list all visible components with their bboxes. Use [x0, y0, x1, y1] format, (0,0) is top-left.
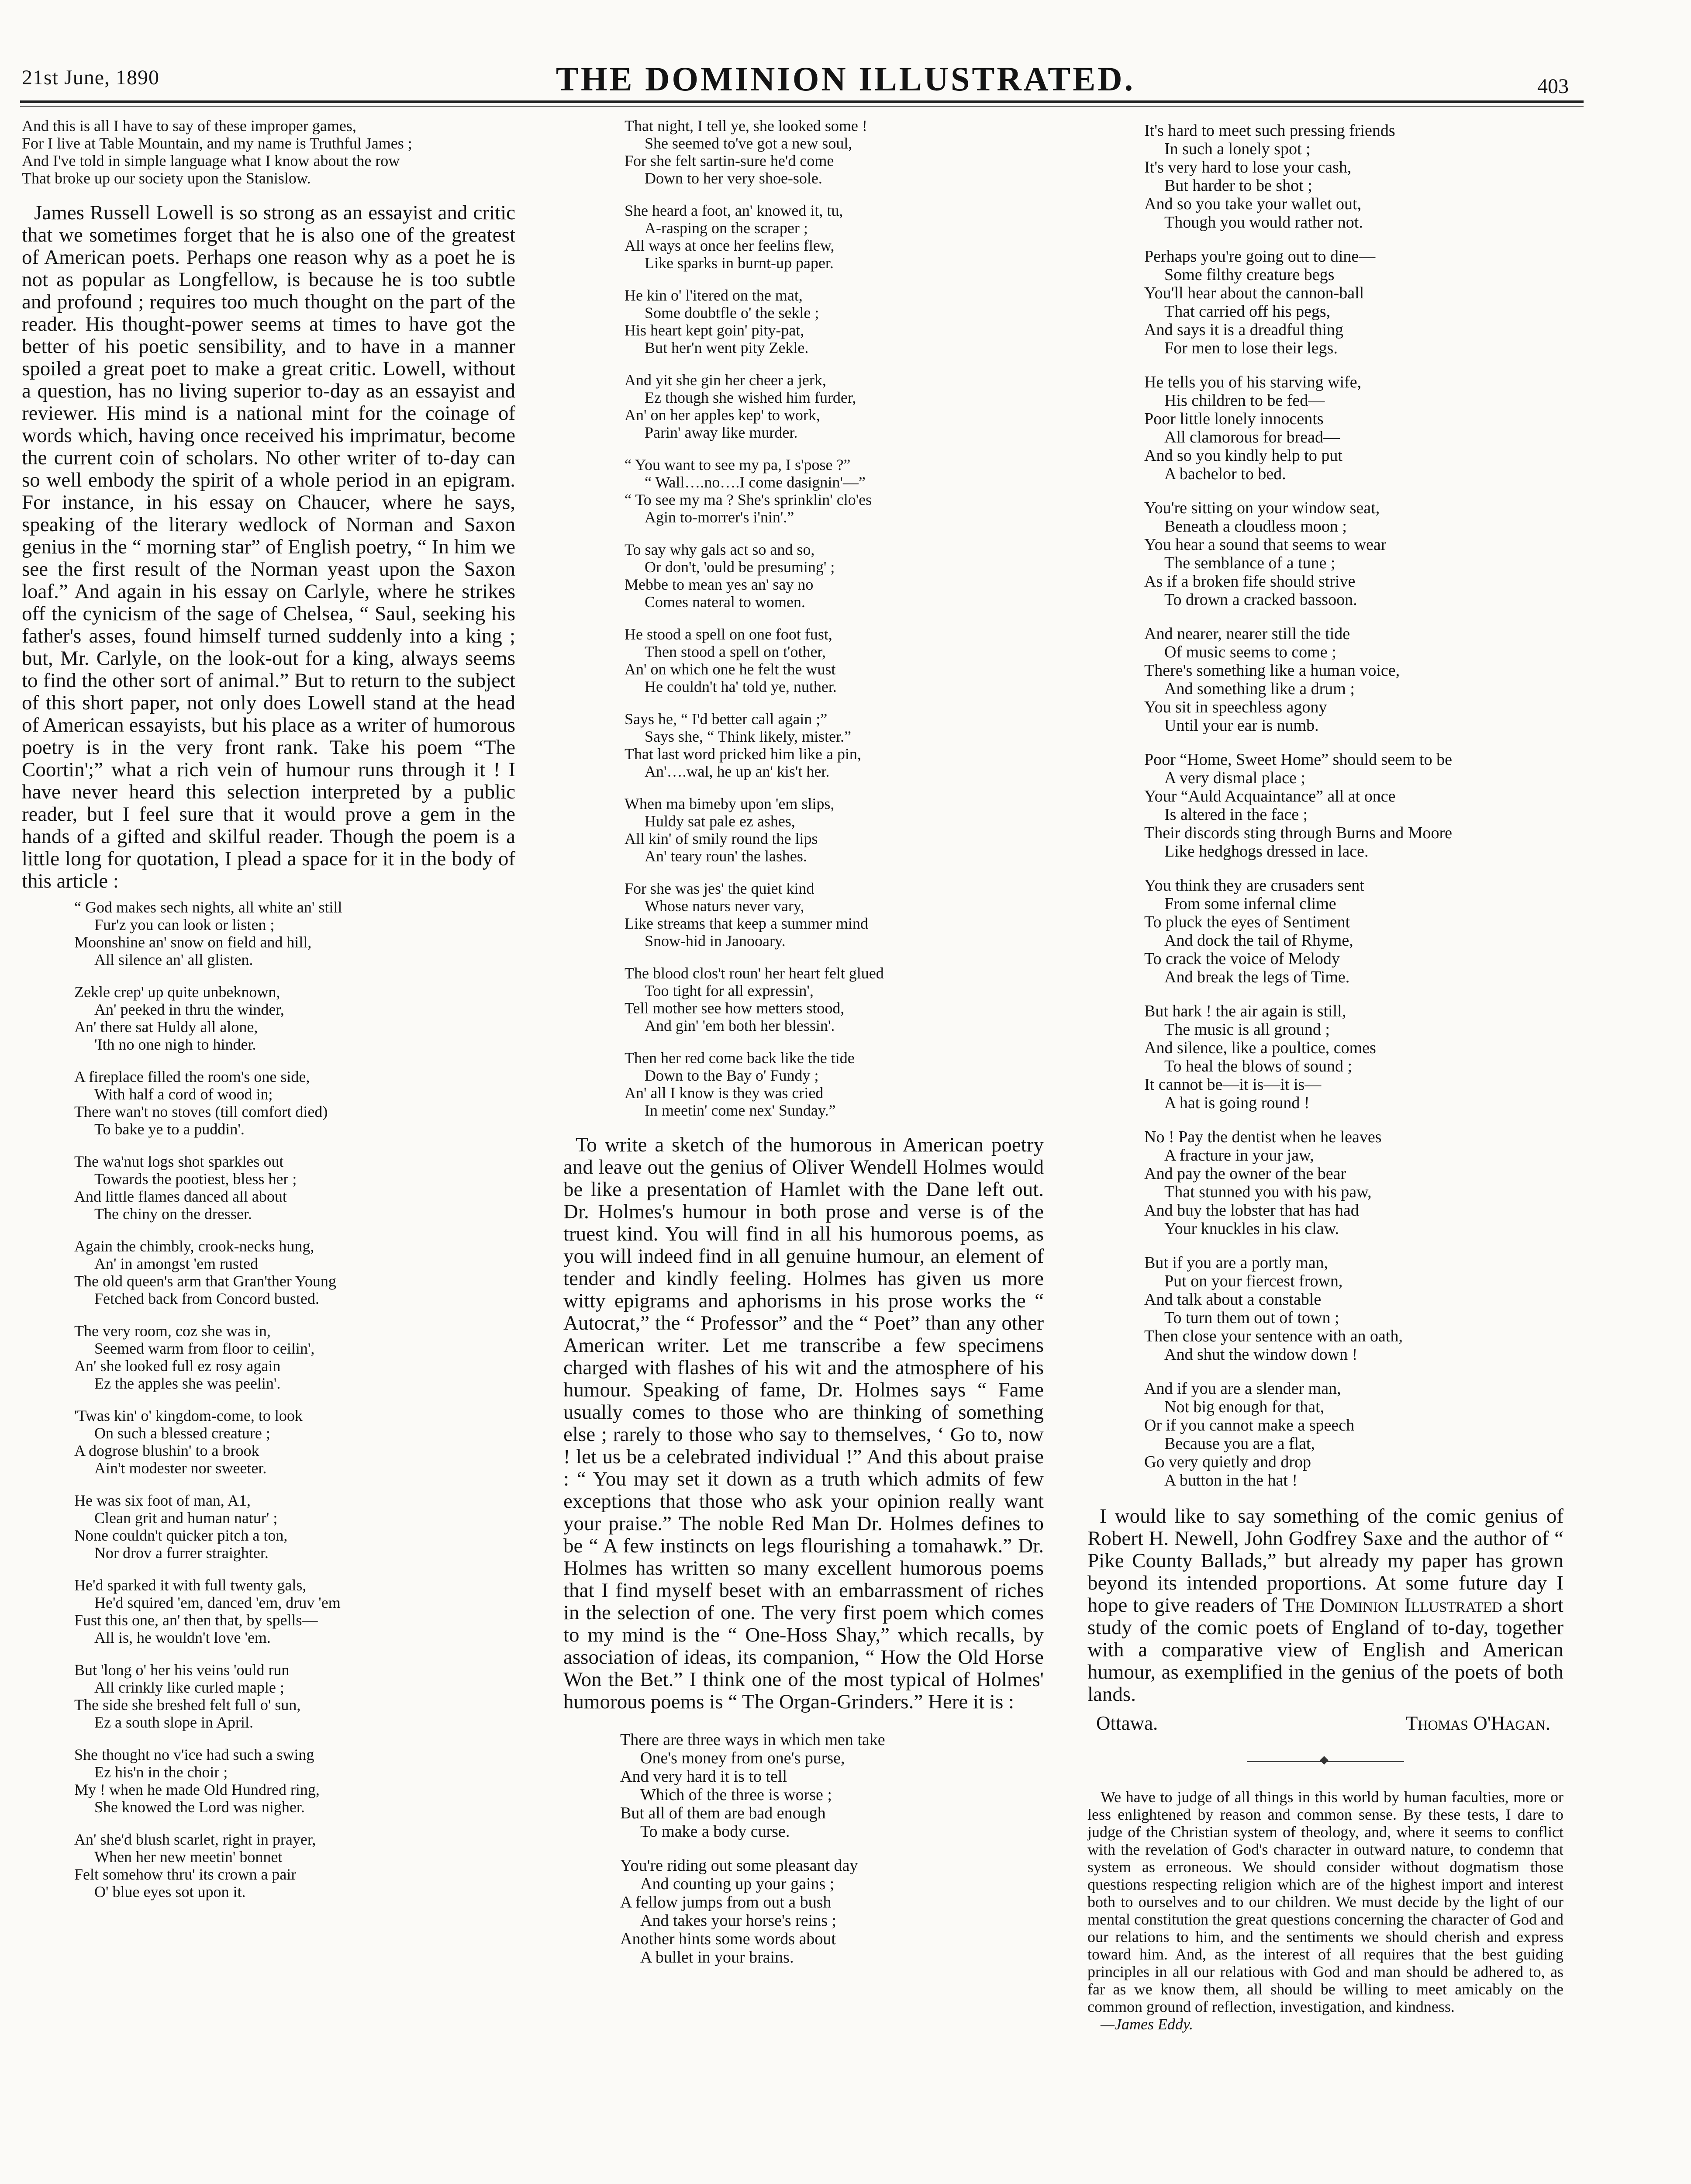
poem-line: Beneath a cloudless moon ; — [1164, 517, 1347, 536]
poem-line: There are three ways in which men take — [620, 1731, 885, 1749]
masthead-title: THE DOMINION ILLUSTRATED. — [556, 60, 1135, 98]
poem-line: “ Wall….no….I come dasignin'—” — [645, 473, 866, 491]
poem-line: All ways at once her feelins flew, — [625, 237, 835, 254]
stanza — [1144, 1002, 1563, 1112]
poem-line: An' teary roun' the lashes. — [645, 847, 807, 865]
poem-line: But all of them are bad enough — [620, 1804, 826, 1822]
poem-line: And so you take your wallet out, — [1144, 195, 1362, 213]
poem-line: It cannot be—it is—it is— — [1144, 1075, 1322, 1094]
poem-line: All clamorous for bread— — [1164, 428, 1340, 446]
poem-line: Parin' away like murder. — [645, 424, 798, 441]
stanza — [625, 625, 1044, 695]
poem-line: The chiny on the dresser. — [94, 1205, 252, 1223]
poem-line: That night, I tell ye, she looked some ! — [625, 117, 867, 135]
poem-line: An' there sat Huldy all alone, — [74, 1018, 258, 1036]
poem-line: But harder to be shot ; — [1164, 176, 1312, 195]
stanza — [1144, 750, 1563, 860]
poem-line: The wa'nut logs shot sparkles out — [74, 1153, 284, 1170]
poem-line: “ God makes sech nights, all white an' still — [74, 898, 342, 916]
poem-line: Fur'z you can look or listen ; — [94, 916, 275, 933]
stanza — [74, 983, 515, 1053]
poem-line: And if you are a slender man, — [1144, 1379, 1341, 1398]
poem-line: To heal the blows of sound ; — [1164, 1057, 1353, 1075]
poem-line: He kin o' l'itered on the mat, — [625, 287, 803, 304]
poem-line: My ! when he made Old Hundred ring, — [74, 1781, 320, 1798]
poem-line: To bake ye to a puddin'. — [94, 1120, 245, 1138]
page-number: 403 — [1537, 75, 1569, 98]
poem-line: A bachelor to bed. — [1164, 465, 1286, 483]
poem-line: All silence an' all glisten. — [94, 951, 253, 968]
poem-line: 'Ith no one nigh to hinder. — [94, 1036, 256, 1053]
poem-line: Comes nateral to women. — [645, 593, 805, 611]
closing-paragraph: I would like to say something of the comic genius of Robert H. Newell, John Godfrey Saxe and the author of “ Pike County Ballads,” but already my paper has grown beyond its intended proportions. At some future day I hope to give readers of The Dominion Illustrated a short study of the comic poets of England of to-day, together with a comparative view of English and American humour, as exemplified in the genius of the poets of both lands. — [1087, 1505, 1563, 1706]
poem-line: The music is all ground ; — [1164, 1020, 1330, 1039]
poem-line: Is altered in the face ; — [1164, 805, 1308, 824]
poem-line: She seemed to've got a new soul, — [645, 135, 852, 152]
stanza — [74, 1407, 515, 1477]
stanza — [1144, 1379, 1563, 1489]
poem-line: “ You want to see my pa, I s'pose ?” — [625, 456, 851, 473]
poem-line: Clean grit and human natur' ; — [94, 1509, 278, 1527]
poem-line: And shut the window down ! — [1164, 1345, 1358, 1364]
poem-line: He was six foot of man, A1, — [74, 1492, 251, 1509]
poem-line: All crinkly like curled maple ; — [94, 1679, 284, 1696]
poem-line: For men to lose their legs. — [1164, 339, 1338, 357]
poem-line: But if you are a portly man, — [1144, 1254, 1329, 1272]
poem-line: Go very quietly and drop — [1144, 1453, 1311, 1471]
poem-line: She heard a foot, an' knowed it, tu, — [625, 202, 843, 219]
poem-line: Some doubtfle o' the sekle ; — [645, 304, 819, 321]
stanza — [74, 1153, 515, 1223]
poem-line: Ez his'n in the choir ; — [94, 1763, 228, 1781]
poem-line: In such a lonely spot ; — [1164, 140, 1311, 158]
poem-line: An' she looked full ez rosy again — [74, 1357, 281, 1375]
stanza — [1144, 121, 1563, 232]
poem-line: To crack the voice of Melody — [1144, 950, 1340, 968]
poem-line: A fellow jumps from out a bush — [620, 1893, 832, 1911]
poem-line: With half a cord of wood in; — [94, 1085, 273, 1103]
poem-line: There's something like a human voice, — [1144, 661, 1400, 680]
poem-line: You're sitting on your window seat, — [1144, 499, 1380, 517]
poem-line: He couldn't ha' told ye, nuther. — [645, 678, 837, 695]
signature — [1087, 1712, 1563, 1735]
poem-line: Ez the apples she was peelin'. — [94, 1375, 281, 1392]
poem-line: Moonshine an' snow on field and hill, — [74, 933, 312, 951]
poem-line: An' on which one he felt the wust — [625, 660, 836, 678]
poem-line: Until your ear is numb. — [1164, 716, 1319, 735]
poem-line: Then close your sentence with an oath, — [1144, 1327, 1403, 1345]
poem-line: Felt somehow thru' its crown a pair — [74, 1866, 297, 1883]
poem-line: He tells you of his starving wife, — [1144, 373, 1362, 391]
poem-line: To turn them out of town ; — [1164, 1309, 1339, 1327]
poem-line: Whose naturs never vary, — [645, 897, 804, 915]
poem-line: Or if you cannot make a speech — [1144, 1416, 1355, 1434]
poem-line: One's money from one's purse, — [640, 1749, 845, 1767]
poem-line: He'd sparked it with full twenty gals, — [74, 1576, 307, 1594]
poem-line: That stunned you with his paw, — [1164, 1183, 1372, 1201]
poem-line: And says it is a dreadful thing — [1144, 321, 1343, 339]
poem-line: Huldy sat pale ez ashes, — [645, 812, 795, 830]
poem-line: You're riding out some pleasant day — [620, 1856, 858, 1875]
stanza — [625, 541, 1044, 611]
poem-line: 'Twas kin' o' kingdom-come, to look — [74, 1407, 303, 1424]
poem-line: A-rasping on the scraper ; — [645, 219, 808, 237]
stanza — [74, 1492, 515, 1562]
poem-line: The very room, coz she was in, — [74, 1322, 271, 1340]
poem-line: Though you would rather not. — [1164, 213, 1363, 232]
poem-line: Like sparks in burnt-up paper. — [645, 254, 834, 272]
poem-line: But hark ! the air again is still, — [1144, 1002, 1346, 1020]
poem-line: Ez though she wished him furder, — [645, 389, 856, 406]
stanza — [620, 1731, 1044, 1841]
stanza — [625, 371, 1044, 441]
poem-line: A bullet in your brains. — [640, 1948, 794, 1966]
poem-line: And little flames danced all about — [74, 1188, 287, 1205]
stanza — [1144, 1128, 1563, 1238]
poem-line: Again the chimbly, crook-necks hung, — [74, 1237, 314, 1255]
poem-line: Your knuckles in his claw. — [1164, 1220, 1339, 1238]
poem-line: But her'n went pity Zekle. — [645, 339, 809, 356]
stanza — [74, 1237, 515, 1307]
poem-line: Fust this one, an' then that, by spells— — [74, 1611, 318, 1629]
poem-line: The blood clos't roun' her heart felt glued — [625, 964, 884, 982]
poem-line: And very hard it is to tell — [620, 1767, 787, 1786]
poem-line: When her new meetin' bonnet — [94, 1848, 283, 1866]
poem-line: Not big enough for that, — [1164, 1398, 1325, 1416]
poem-line: A hat is going round ! — [1164, 1094, 1310, 1112]
section-divider — [1247, 1761, 1404, 1762]
verse-line: And this is all I have to say of these improper games, — [22, 117, 356, 135]
poem-line: His children to be fed— — [1164, 391, 1325, 410]
poem-line: And counting up your gains ; — [640, 1875, 835, 1893]
poem-line: An'….wal, he up an' kis't her. — [645, 763, 830, 780]
column-2 — [563, 117, 1044, 1982]
stanza — [625, 117, 1044, 187]
poem-line: Your “Auld Acquaintance” all at once — [1144, 787, 1396, 805]
poem-line: The side she breshed felt full o' sun, — [74, 1696, 301, 1714]
poem-line: You hear a sound that seems to wear — [1144, 536, 1387, 554]
poem-line: Their discords sting through Burns and Moore — [1144, 824, 1453, 842]
poem-line: A very dismal place ; — [1164, 769, 1305, 787]
poem-line: The semblance of a tune ; — [1164, 554, 1336, 572]
poem-line: And dock the tail of Rhyme, — [1164, 931, 1353, 950]
coortin-poem-continued — [563, 117, 1044, 1119]
poem-line: Like hedghogs dressed in lace. — [1164, 842, 1369, 860]
poem-line: When ma bimeby upon 'em slips, — [625, 795, 835, 812]
poem-line: “ To see my ma ? She's sprinklin' clo'es — [625, 491, 872, 508]
poem-line: Because you are a flat, — [1164, 1434, 1315, 1453]
poem-line: Poor little lonely innocents — [1144, 410, 1324, 428]
poem-line: Poor “Home, Sweet Home” should seem to be — [1144, 750, 1452, 769]
stanza — [620, 1856, 1044, 1966]
poem-line: And yit she gin her cheer a jerk, — [625, 371, 826, 389]
poem-line: She thought no v'ice had such a swing — [74, 1746, 314, 1763]
poem-line: For she was jes' the quiet kind — [625, 880, 814, 897]
poem-line: It's very hard to lose your cash, — [1144, 158, 1352, 176]
verse-line: And I've told in simple language what I know about the row — [22, 152, 400, 169]
stanza — [625, 710, 1044, 780]
poem-line: Put on your fiercest frown, — [1164, 1272, 1343, 1290]
stanza — [1144, 876, 1563, 986]
stanza — [74, 1576, 515, 1646]
stanza — [625, 456, 1044, 526]
stanza — [74, 1068, 515, 1138]
header-rule — [20, 100, 1584, 107]
column-1 — [22, 117, 515, 1915]
poem-line: An' on her apples kep' to work, — [625, 406, 820, 424]
lowell-paragraph: James Russell Lowell is so strong as an essayist and critic that we sometimes forget that he is also one of the greatest of American poets. Perhaps one reason why as a poet he is not as popular as Longfellow, is because he is too subtle and profound ; requires too much thought on the part of the reader. His thought-power seems at times to have got the better of his poetic sensibility, and to have in a manner spoiled a great poet to make a great critic. Lowell, without a question, has no living superior to-day as an essayist and reviewer. His mind is a national mint for the coinage of words which, having once received his imprimatur, become the current coin of scholars. No other writer of to-day can so well embody the spirit of a whole period in an epigram. For instance, in his essay on Chaucer, where he says, speaking of the literary wedlock of Norman and Saxon genius in the “ morning star” of English poetry, “ In him we see the first result of the Norman yeast upon the Saxon loaf.” And again in his essay on Carlyle, where he strikes off the cynicism of the sage of Chelsea, “ Saul, seeking his father's asses, found himself turned suddenly into a king ; but, Mr. Carlyle, on the look-out for a king, always seems to find the other sort of animal.” But to return to the subject of this short paper, not only does Lowell stand at the head of American essayists, but his place as a writer of humorous poetry is in the very front rank. Take his poem “The Coortin';” what a rich vein of humour runs through it ! I have never heard this selection interpreted by a public reader, but I feel sure that it would prove a gem in the hands of a gifted and skilful reader. Though the poem is a little long for quotation, I plead a space for it in the body of this article : — [22, 201, 515, 892]
issue-date: 21st June, 1890 — [22, 66, 159, 89]
stanza — [625, 795, 1044, 865]
poem-line: From some infernal clime — [1164, 895, 1336, 913]
poem-line: Like streams that keep a summer mind — [625, 915, 868, 932]
poem-line: He'd squired 'em, danced 'em, druv 'em — [94, 1594, 341, 1611]
poem-line: And nearer, nearer still the tide — [1144, 625, 1350, 643]
poem-line: Tell mother see how metters stood, — [625, 999, 845, 1017]
poem-line: O' blue eyes sot upon it. — [94, 1883, 246, 1901]
poem-line: An' in amongst 'em rusted — [94, 1255, 258, 1272]
poem-line: And buy the lobster that has had — [1144, 1201, 1359, 1220]
coortin-poem — [22, 898, 515, 1901]
poem-line: A fracture in your jaw, — [1164, 1146, 1314, 1165]
verse-line: For I live at Table Mountain, and my name is Truthful James ; — [22, 135, 412, 152]
stanza — [1144, 499, 1563, 609]
poem-line: As if a broken fife should strive — [1144, 572, 1356, 591]
poem-line: And takes your horse's reins ; — [640, 1911, 837, 1930]
poem-line: That last word pricked him like a pin, — [625, 745, 861, 763]
poem-line: Perhaps you're going out to dine— — [1144, 247, 1376, 266]
poem-line: She knowed the Lord was nigher. — [94, 1798, 305, 1816]
poem-line: That carried off his pegs, — [1164, 302, 1331, 321]
poem-line: Another hints some words about — [620, 1930, 836, 1948]
stanza — [74, 1661, 515, 1731]
poem-line: Some filthy creature begs — [1164, 266, 1335, 284]
poem-line: An' peeked in thru the winder, — [94, 1001, 284, 1018]
poem-line: Nor drov a furrer straighter. — [94, 1544, 269, 1562]
page-header — [0, 0, 1691, 122]
signature-author: Thomas O'Hagan. — [1405, 1712, 1550, 1734]
poem-line: His heart kept goin' pity-pat, — [625, 321, 804, 339]
poem-line: Or don't, 'ould be presuming' ; — [645, 558, 835, 576]
stanza — [625, 202, 1044, 272]
poem-line: Fetched back from Concord busted. — [94, 1290, 319, 1307]
organ-grinders-poem — [563, 1719, 1044, 1966]
poem-line: You sit in speechless agony — [1144, 698, 1327, 716]
stanza — [74, 898, 515, 968]
poem-line: Which of the three is worse ; — [640, 1786, 832, 1804]
poem-line: Too tight for all expressin', — [645, 982, 814, 999]
poem-line: He stood a spell on one foot fust, — [625, 625, 832, 643]
stanza — [625, 287, 1044, 356]
poem-line: And something like a drum ; — [1164, 680, 1355, 698]
poem-line: There wan't no stoves (till comfort died) — [74, 1103, 328, 1120]
poem-line: Of music seems to come ; — [1164, 643, 1336, 661]
stanza — [74, 1322, 515, 1392]
eddy-quote: We have to judge of all things in this world by human faculties, more or less enlightened by reason and common sense. By these tests, I dare to judge of the Christian system of theology, and, where it seems to conflict with the revelation of God's character in outward nature, to condemn that system as erroneous. We should consider without dogmatism those questions respecting religion which are of the highest import and interest both to ourselves and to our children. We must decide by the light of our mental constitution the great questions concerning the character of God and our relations to him, and the sentiments we should cherish and express toward him. And, as the interest of all requires that the best guiding principles in all our relatious with God and man should be adhered to, as far as we know them, all should be willing to meet amicably on the common ground of reflection, investigation, and kindness. — [1087, 1788, 1563, 2015]
poem-line: To drown a cracked bassoon. — [1164, 591, 1357, 609]
poem-line: But 'long o' her his veins 'ould run — [74, 1661, 290, 1679]
poem-line: Down to the Bay o' Fundy ; — [645, 1067, 819, 1084]
stanza — [74, 1831, 515, 1901]
poem-line: Agin to-morrer's i'nin'.” — [645, 508, 794, 526]
poem-line: Then her red come back like the tide — [625, 1049, 855, 1067]
poem-line: A button in the hat ! — [1164, 1471, 1298, 1489]
poem-line: Says she, “ Think likely, mister.” — [645, 728, 851, 745]
poem-line: None couldn't quicker pitch a ton, — [74, 1527, 288, 1544]
poem-line: You think they are crusaders sent — [1144, 876, 1364, 895]
poem-line: And pay the owner of the bear — [1144, 1165, 1346, 1183]
poem-line: In meetin' come nex' Sunday.” — [645, 1102, 836, 1119]
signature-place: Ottawa. — [1096, 1712, 1158, 1734]
poem-line: Down to her very shoe-sole. — [645, 169, 822, 187]
stanza — [625, 880, 1044, 950]
poem-line: Mebbe to mean yes an' say no — [625, 576, 814, 593]
stanza — [1144, 625, 1563, 735]
poem-line: Says he, “ I'd better call again ;” — [625, 710, 828, 728]
poem-line: Ain't modester nor sweeter. — [94, 1459, 267, 1477]
poem-line: No ! Pay the dentist when he leaves — [1144, 1128, 1382, 1146]
poem-line: For she felt sartin-sure he'd come — [625, 152, 834, 169]
stanza — [1144, 1254, 1563, 1364]
poem-line: The old queen's arm that Gran'ther Young — [74, 1272, 336, 1290]
poem-line: Then stood a spell on t'other, — [645, 643, 826, 660]
poem-line: On such a blessed creature ; — [94, 1424, 270, 1442]
holmes-paragraph: To write a sketch of the humorous in American poetry and leave out the genius of Oliver Wendell Holmes would be like a presentation of Hamlet with the Dane left out. Dr. Holmes's humour in both prose and verse is of the truest kind. You will find in all his humorous poems, as you will indeed find in all genuine humour, an element of tender and kindly feeling. Holmes has given us more witty epigrams and aphorisms in his prose works the “ Autocrat,” the “ Professor” and the “ Poet” than any other American writer. Let me transcribe a few specimens charged with flashes of his wit and the atmosphere of his humour. Speaking of fame, Dr. Holmes says “ Fame usually comes to those who are thinking of something else ; rarely to those who say to themselves, ‘ Go to, now ! let us be a celebrated individual !” And this about praise : “ You may set it down as a truth which admits of few exceptions that those who ask your opinion really want your praise.” The noble Red Man Dr. Holmes defines to be “ A few instincts on legs flourishing a tomahawk.” Dr. Holmes has written so many excellent humorous poems that I find myself beset with an embarrassment of riches in the selection of one. The very first poem which comes to my mind is the “ One-Hoss Shay,” which recalls, by association of ideas, its companion, “ How the Old Horse Won the Bet.” I think one of the most typical of Holmes' humorous poems is “ The Organ-Grinders.” Here it is : — [563, 1133, 1044, 1713]
poem-line: A fireplace filled the room's one side, — [74, 1068, 310, 1085]
poem-line: And silence, like a poultice, comes — [1144, 1039, 1376, 1057]
poem-line: And break the legs of Time. — [1164, 968, 1350, 986]
column-3 — [1087, 117, 1563, 2033]
poem-line: To say why gals act so and so, — [625, 541, 815, 558]
poem-line: Zekle crep' up quite unbeknown, — [74, 983, 280, 1001]
stanza — [1144, 247, 1563, 357]
poem-line: Towards the pootiest, bless her ; — [94, 1170, 297, 1188]
eddy-attribution: —James Eddy. — [1101, 2015, 1193, 2033]
organ-grinders-poem-continued — [1087, 117, 1563, 1489]
stanza — [625, 964, 1044, 1034]
poem-line: All is, he wouldn't love 'em. — [94, 1629, 271, 1646]
poem-line: To make a body curse. — [640, 1822, 790, 1841]
poem-line: A dogrose blushin' to a brook — [74, 1442, 259, 1459]
poem-line: Ez a south slope in April. — [94, 1714, 253, 1731]
poem-line: To pluck the eyes of Sentiment — [1144, 913, 1350, 931]
poem-line: It's hard to meet such pressing friends — [1144, 121, 1395, 140]
poem-line: And so you kindly help to put — [1144, 446, 1342, 465]
stanza — [1144, 373, 1563, 483]
poem-line: And gin' 'em both her blessin'. — [645, 1017, 835, 1034]
poem-line: Snow-hid in Janooary. — [645, 932, 786, 950]
stanza — [625, 1049, 1044, 1119]
stanza — [74, 1746, 515, 1816]
poem-line: An' she'd blush scarlet, right in prayer, — [74, 1831, 316, 1848]
intro-verse — [22, 117, 515, 187]
poem-line: Seemed warm from floor to ceilin', — [94, 1340, 315, 1357]
poem-line: An' all I know is they was cried — [625, 1084, 824, 1102]
poem-line: And talk about a constable — [1144, 1290, 1322, 1309]
verse-line: That broke up our society upon the Stanislow. — [22, 169, 311, 187]
poem-line: All kin' of smily round the lips — [625, 830, 818, 847]
poem-line: You'll hear about the cannon-ball — [1144, 284, 1364, 302]
